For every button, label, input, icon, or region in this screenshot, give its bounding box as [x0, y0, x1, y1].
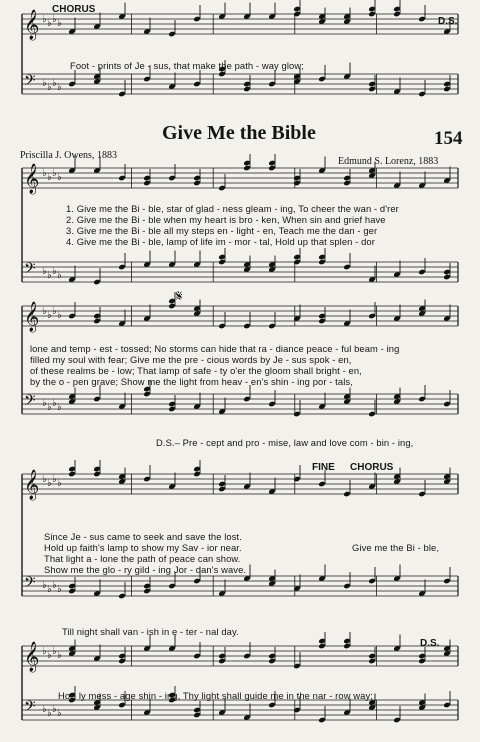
hymn-title: Give Me the Bible [162, 122, 316, 144]
staff [22, 574, 458, 596]
svg-text:𝄞: 𝄞 [24, 642, 40, 672]
svg-text:♭: ♭ [57, 82, 62, 93]
staff [22, 698, 458, 720]
svg-text:♭: ♭ [52, 168, 57, 179]
svg-text:♭: ♭ [47, 310, 52, 321]
verse1-line3: Since Je - sus came to seek and save the lost. [44, 531, 242, 542]
music-credit: Edmund S. Lorenz, 1883 [338, 156, 439, 167]
staff [22, 72, 458, 94]
svg-text:♭: ♭ [42, 704, 47, 715]
svg-text:♭: ♭ [42, 78, 47, 89]
words-credit: Priscilla J. Owens, 1883 [20, 150, 117, 161]
staff [22, 392, 458, 414]
svg-text:♭: ♭ [52, 266, 57, 277]
svg-text:♭: ♭ [57, 708, 62, 719]
staff [22, 641, 458, 673]
svg-text:♭: ♭ [42, 474, 47, 485]
verse3-line3: That light a - lone the path of peace can show. [44, 553, 241, 564]
verse4-line3: Show me the glo - ry gild - ing Jor - dan's wave. [44, 564, 247, 575]
lyric-line-top: Foot - prints of Je - sus, that make the path - way glow; [70, 60, 304, 71]
verse2-line2: filled my soul with fear; Give me the pre - cious words by Je - sus spok - en, [30, 354, 352, 365]
svg-text:♭: ♭ [42, 398, 47, 409]
svg-text:♭: ♭ [47, 172, 52, 183]
svg-text:♭: ♭ [57, 402, 62, 413]
verse2-line3: Hold up faith's lamp to show my Sav - ior near. [44, 542, 242, 553]
verse4-line2: by the o - pen grave; Show me the light from heav - en's shin - ing por - tals, [30, 376, 353, 387]
svg-text:♭: ♭ [57, 584, 62, 595]
svg-text:♭: ♭ [42, 168, 47, 179]
svg-text:𝄢: 𝄢 [24, 698, 36, 719]
svg-text:𝄢: 𝄢 [24, 392, 36, 413]
svg-text:♭: ♭ [52, 14, 57, 25]
svg-text:♭: ♭ [57, 310, 62, 321]
svg-text:♭: ♭ [57, 172, 62, 183]
chorus-line1: Give me the Bi - ble, [352, 542, 440, 553]
svg-text:♭: ♭ [57, 270, 62, 281]
svg-text:𝄞: 𝄞 [24, 164, 40, 194]
svg-text:♭: ♭ [47, 650, 52, 661]
verse3-line2: of these realms be - low; That lamp of safe - ty o'er the gloom shall bright - en, [30, 365, 362, 376]
ds-label-top: D.S. [438, 16, 458, 27]
staff [22, 469, 458, 501]
ds-label-bottom: D.S. [420, 638, 440, 649]
svg-text:♭: ♭ [57, 18, 62, 29]
ds-lyric-line: D.S.– Pre - cept and pro - mise, law and love com - bin - ing, [156, 437, 414, 448]
svg-text:♭: ♭ [57, 478, 62, 489]
verse1-line2: lone and temp - est - tossed; No storms can hide that ra - diance peace - ful beam - ing [30, 343, 400, 354]
chorus-bass-line: Till night shall van - ish in e - ter - nal day. [62, 626, 239, 637]
fine-label: FINE [312, 462, 335, 473]
svg-text:♭: ♭ [47, 18, 52, 29]
svg-text:♭: ♭ [47, 584, 52, 595]
svg-text:♭: ♭ [47, 270, 52, 281]
svg-text:♭: ♭ [52, 398, 57, 409]
svg-text:♭: ♭ [42, 14, 47, 25]
staff [22, 163, 458, 195]
svg-text:♭: ♭ [57, 650, 62, 661]
chorus-label: CHORUS [350, 462, 394, 473]
hymn-number: 154 [434, 128, 463, 149]
svg-text:♭: ♭ [42, 580, 47, 591]
staff [22, 301, 458, 333]
svg-text:♭: ♭ [52, 474, 57, 485]
svg-text:♭: ♭ [47, 402, 52, 413]
chorus-line2: Ho - ly mess - age shin - ing, Thy light shall guide me in the nar - row way; [58, 690, 373, 701]
staff [22, 260, 458, 282]
verse1-line1: 1. Give me the Bi - ble, star of glad - ness gleam - ing, To cheer the wan - d'rer [66, 203, 399, 214]
svg-text:𝄢: 𝄢 [24, 574, 36, 595]
svg-text:♭: ♭ [52, 78, 57, 89]
svg-text:♭: ♭ [42, 306, 47, 317]
svg-text:𝄞: 𝄞 [24, 10, 40, 40]
segno-mark: 𝄋 [176, 289, 183, 305]
svg-text:♭: ♭ [47, 708, 52, 719]
svg-text:𝄞: 𝄞 [24, 470, 40, 500]
svg-text:♭: ♭ [52, 580, 57, 591]
verse4-line1: 4. Give me the Bi - ble, lamp of life im - mor - tal, Hold up that splen - dor [66, 236, 375, 247]
svg-text:♭: ♭ [42, 266, 47, 277]
svg-text:♭: ♭ [52, 646, 57, 657]
verse2-line1: 2. Give me the Bi - ble when my heart is bro - ken, When sin and grief have [66, 214, 386, 225]
svg-text:𝄞: 𝄞 [24, 302, 40, 332]
svg-text:𝄢: 𝄢 [24, 260, 36, 281]
chorus-label-top: CHORUS [52, 4, 96, 15]
svg-text:♭: ♭ [52, 306, 57, 317]
svg-text:𝄢: 𝄢 [24, 72, 36, 93]
svg-text:♭: ♭ [47, 82, 52, 93]
verse3-line1: 3. Give me the Bi - ble all my steps en - light - en, Teach me the dan - ger [66, 225, 378, 236]
svg-text:♭: ♭ [52, 704, 57, 715]
svg-text:♭: ♭ [42, 646, 47, 657]
svg-text:♭: ♭ [47, 478, 52, 489]
